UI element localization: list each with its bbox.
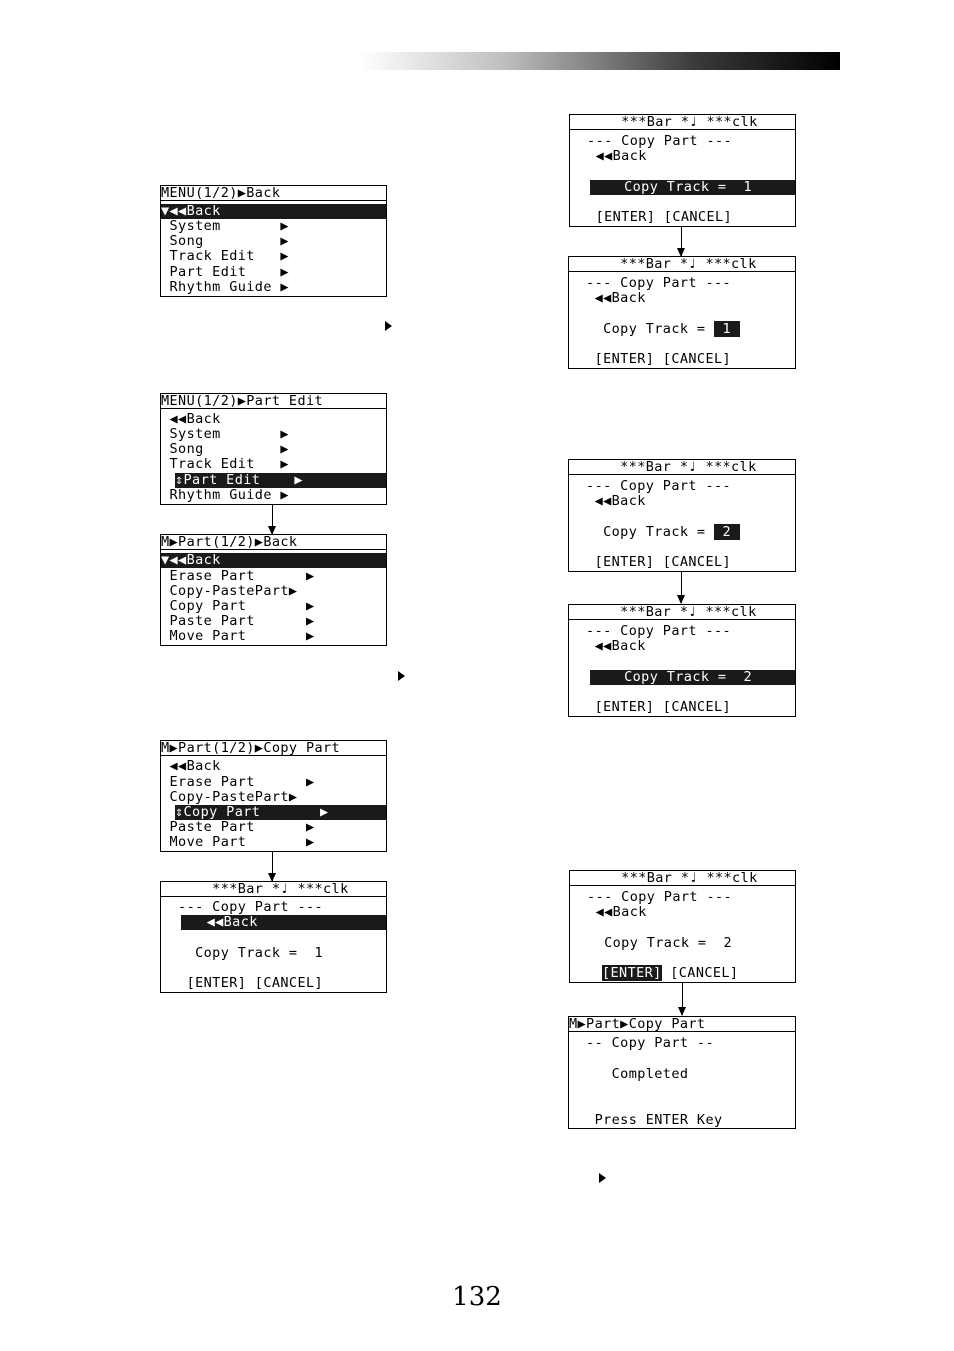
lcd-line-copy-part: Copy Part ▶	[161, 598, 315, 614]
flow-arrow	[681, 571, 682, 603]
lcd-line-rhythm-guide: Rhythm Guide ▶	[161, 487, 289, 503]
lcd-line-system: System ▶	[161, 426, 289, 442]
lcd-line-heading: --- Copy Part ---	[570, 889, 733, 905]
lcd-line-part-edit: ⇕Part Edit ▶	[175, 473, 387, 488]
lcd-line-back: ◀◀Back	[570, 904, 647, 920]
lcd-copy-track-2-selected	[568, 604, 796, 717]
lcd-line-back: ◀◀Back	[161, 758, 221, 774]
lcd-title: ***Bar *♩ ***clk	[570, 115, 795, 130]
lcd-title: M▶Part(1/2)▶Copy Part	[161, 741, 386, 756]
play-triangle-icon	[385, 321, 392, 331]
lcd-line-copy-part: ⇕Copy Part ▶	[175, 805, 387, 820]
lcd-title: ***Bar *♩ ***clk	[570, 871, 795, 886]
lcd-title: ***Bar *♩ ***clk	[569, 460, 795, 475]
lcd-line-copy-track	[569, 525, 795, 540]
play-triangle-icon	[398, 671, 405, 681]
lcd-part-menu-back	[160, 534, 387, 646]
flow-arrow	[681, 226, 682, 256]
lcd-line-enter-cancel: [ENTER] [CANCEL]	[570, 209, 733, 225]
lcd-line-enter-cancel: [ENTER] [CANCEL]	[569, 554, 732, 570]
lcd-copy-track-2-editing	[568, 459, 796, 572]
lcd-title: ***Bar *♩ ***clk	[161, 882, 386, 897]
lcd-line-copy-track: Copy Track = 1	[161, 945, 324, 961]
lcd-title: MENU(1/2)▶Back	[161, 186, 386, 201]
lcd-line-back: ◀◀Back	[569, 638, 646, 654]
lcd-line-rhythm-guide: Rhythm Guide ▶	[161, 279, 289, 295]
lcd-line-back: ◀◀Back	[569, 290, 646, 306]
lcd-line-heading: --- Copy Part ---	[569, 275, 732, 291]
copy-track-value: 2	[713, 524, 740, 540]
lcd-line-back: ◀◀Back	[161, 411, 221, 427]
flow-arrow	[682, 982, 683, 1015]
lcd-line-paste-part: Paste Part ▶	[161, 819, 315, 835]
lcd-line-copy-track: Copy Track = 2	[570, 935, 733, 951]
lcd-copy-track-1-selected	[569, 114, 796, 227]
copy-track-label: Copy Track =	[569, 321, 714, 337]
lcd-line-copy-track	[569, 322, 795, 337]
lcd-line-back: ◀◀Back	[569, 493, 646, 509]
lcd-line-copy-paste-part: Copy-PastePart▶	[161, 583, 298, 599]
lcd-line-copy-track: Copy Track = 1	[590, 180, 795, 195]
lcd-title: ***Bar *♩ ***clk	[569, 257, 795, 272]
lcd-line-enter-cancel: [ENTER] [CANCEL]	[569, 699, 732, 715]
lcd-line-enter-cancel	[602, 966, 795, 981]
cancel-option: [CANCEL]	[661, 965, 739, 981]
lcd-line-erase-part: Erase Part ▶	[161, 774, 315, 790]
header-gradient-bar	[360, 52, 840, 70]
lcd-line-enter-cancel: [ENTER] [CANCEL]	[569, 351, 732, 367]
lcd-title: ***Bar *♩ ***clk	[569, 605, 795, 620]
lcd-menu-part-edit	[160, 393, 387, 505]
lcd-line-song: Song ▶	[161, 441, 289, 457]
lcd-title: M▶Part▶Copy Part	[569, 1017, 795, 1032]
lcd-line-part-edit: Part Edit ▶	[161, 264, 289, 280]
lcd-line-back: ◀◀Back	[570, 148, 647, 164]
lcd-line-enter-cancel: [ENTER] [CANCEL]	[161, 975, 324, 991]
lcd-copy-part-screen	[160, 881, 387, 993]
lcd-line-paste-part: Paste Part ▶	[161, 613, 315, 629]
page-number: 132	[452, 1282, 502, 1312]
lcd-line-heading: --- Copy Part ---	[569, 623, 732, 639]
lcd-part-menu-copy	[160, 740, 387, 852]
lcd-line-move-part: Move Part ▶	[161, 628, 315, 644]
lcd-line-move-part: Move Part ▶	[161, 834, 315, 850]
lcd-line-track-edit: Track Edit ▶	[161, 456, 289, 472]
lcd-line-press-enter: Press ENTER Key	[569, 1112, 723, 1128]
lcd-line-heading: --- Copy Part ---	[570, 133, 733, 149]
lcd-line-system: System ▶	[161, 218, 289, 234]
lcd-menu-main	[160, 185, 387, 297]
lcd-line-completed: Completed	[569, 1066, 689, 1082]
lcd-line-heading: -- Copy Part --	[569, 1035, 714, 1051]
lcd-line-track-edit: Track Edit ▶	[161, 248, 289, 264]
lcd-line-back: ◀◀Back	[181, 915, 386, 930]
lcd-copy-completed	[568, 1016, 796, 1129]
lcd-line-heading: --- Copy Part ---	[569, 478, 732, 494]
lcd-line-copy-paste-part: Copy-PastePart▶	[161, 789, 298, 805]
enter-option: [ENTER]	[602, 965, 662, 981]
play-triangle-icon	[599, 1173, 606, 1183]
lcd-copy-enter-selected	[569, 870, 796, 983]
lcd-line-back: ▼◀◀Back	[161, 204, 386, 219]
lcd-title: MENU(1/2)▶Part Edit	[161, 394, 386, 409]
copy-track-value: 1	[713, 321, 740, 337]
copy-track-label: Copy Track =	[569, 524, 714, 540]
lcd-line-song: Song ▶	[161, 233, 289, 249]
lcd-line-heading: --- Copy Part ---	[161, 899, 324, 915]
lcd-copy-track-1-editing	[568, 256, 796, 369]
lcd-line-erase-part: Erase Part ▶	[161, 568, 315, 584]
flow-arrow	[272, 851, 273, 881]
lcd-title: M▶Part(1/2)▶Back	[161, 535, 386, 550]
lcd-line-copy-track: Copy Track = 2	[590, 670, 795, 685]
flow-arrow	[272, 504, 273, 534]
lcd-line-back: ▼◀◀Back	[161, 553, 386, 568]
